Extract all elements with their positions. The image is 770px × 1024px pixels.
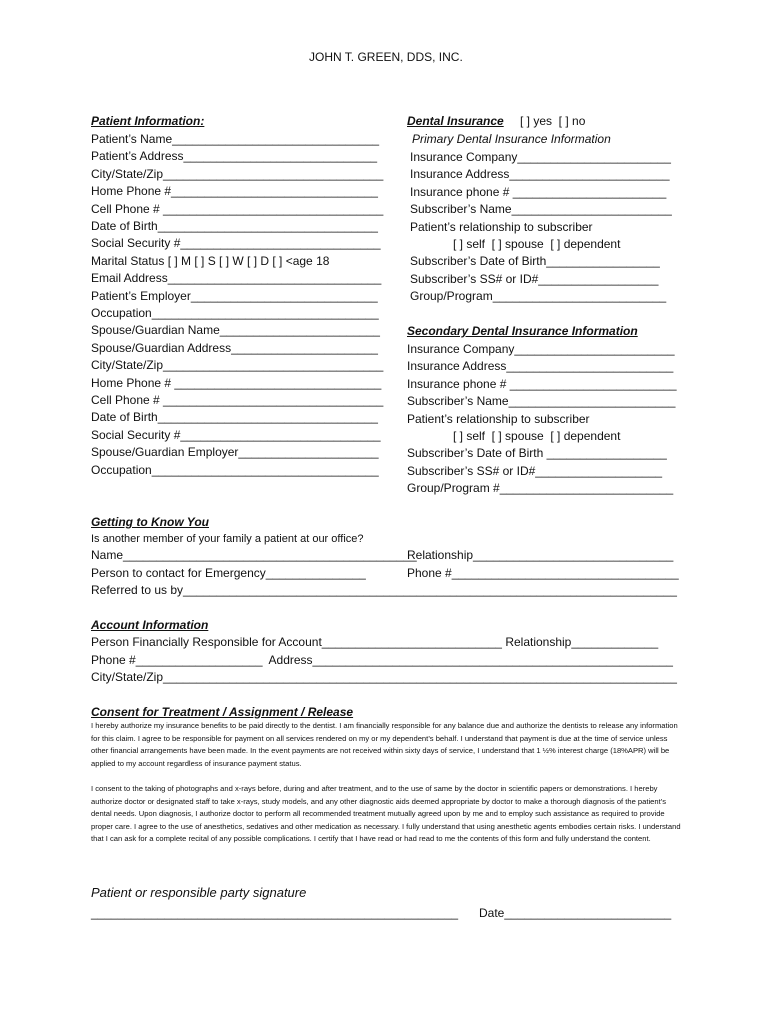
consent-paragraph-1: I hereby authorize my insurance benefits to be paid directly to the dentist. I am financially responsible for any balance due and authorize the dentists to release any information for this claim. I agree to be responsible for payment on all services rendered on my or my dependent’s behalf. I understand that payment is due at the time of service unless other financial arrangements have been made. In the event payments are not received within sixty days of service, I understand that 1 ½% interest charge (18%APR) will be applied to my account regardless of insurance payment status. <box>91 721 678 768</box>
secondary-insurance-field-5[interactable]: Patient’s relationship to subscriber <box>407 411 590 426</box>
page-header: JOHN T. GREEN, DDS, INC. <box>309 50 463 64</box>
secondary-insurance-field-7[interactable]: Subscriber’s Date of Birth __________________ <box>407 446 667 461</box>
signature-line[interactable]: _______________________________________________________ <box>91 906 459 920</box>
secondary-insurance-field-2[interactable]: Insurance Address_________________________ <box>407 359 674 374</box>
account-phone-address-field[interactable]: Phone #___________________ Address______________________________________________________ <box>91 653 673 667</box>
patient-field-18[interactable]: Social Security #______________________________ <box>91 427 381 442</box>
primary-insurance-field-3[interactable]: Insurance phone # _______________________ <box>410 184 667 199</box>
consent-heading: Consent for Treatment / Assignment / Release <box>91 705 354 719</box>
patient-field-13[interactable]: Spouse/Guardian Address______________________ <box>91 340 378 355</box>
patient-field-16[interactable]: Cell Phone # _________________________________ <box>91 393 384 407</box>
patient-field-11[interactable]: Occupation__________________________________ <box>91 306 379 320</box>
emergency-phone-field[interactable]: Phone #__________________________________ <box>407 566 679 580</box>
primary-insurance-field-4[interactable]: Subscriber’s Name________________________ <box>410 202 672 217</box>
patient-field-3[interactable]: City/State/Zip_________________________________ <box>91 166 384 181</box>
patient-field-12[interactable]: Spouse/Guardian Name________________________ <box>91 323 380 338</box>
secondary-insurance-field-9[interactable]: Group/Program #__________________________ <box>407 481 674 496</box>
primary-insurance-field-5[interactable]: Patient’s relationship to subscriber <box>410 219 593 234</box>
patient-info-heading: Patient Information: <box>91 114 205 128</box>
secondary-insurance-field-3[interactable]: Insurance phone # _________________________ <box>407 376 677 391</box>
patient-field-14[interactable]: City/State/Zip_________________________________ <box>91 358 384 373</box>
patient-field-20[interactable]: Occupation__________________________________ <box>91 462 379 477</box>
patient-field-8[interactable]: Marital Status [ ] M [ ] S [ ] W [ ] D [ ] <age 18 <box>91 253 330 268</box>
primary-insurance-heading: Primary Dental Insurance Information <box>412 132 611 146</box>
signature-label: Patient or responsible party signature <box>91 885 307 900</box>
family-patient-question: Is another member of your family a patient at our office? <box>91 533 364 545</box>
secondary-insurance-field-8[interactable]: Subscriber’s SS# or ID#___________________ <box>407 463 663 478</box>
secondary-insurance-field-1[interactable]: Insurance Company________________________ <box>407 342 675 356</box>
primary-insurance-field-7[interactable]: Subscriber’s Date of Birth_________________ <box>410 254 660 269</box>
signature-date-field[interactable]: Date_________________________ <box>479 906 672 920</box>
consent-paragraph-2: I consent to the taking of photographs and x-rays before, during and after treatment, and to the use of same by the doctor in scientific papers or demonstrations. I hereby authorize doctor or designated staff to take x-rays, study models, and any other diagnostic aids deemed appropriate by doctor to make a thorough diagnosis of the patient’s dental needs. Upon diagnosis, I authorize doctor to perform all recommended treatment mutually agreed upon by me and to employ such assistance as required to provide proper care. I agree to the use of anesthetics, sedatives and other medication as necessary. I fully understand that using anesthetic agents embodies certain risks. I understand that I can ask for a complete recital of any possible complications. I certify that I have read or had read to me the contents of this form and fully understand the content. <box>91 784 681 843</box>
patient-field-1[interactable]: Patient’s Name_______________________________ <box>91 132 380 146</box>
secondary-insurance-heading: Secondary Dental Insurance Information <box>407 324 638 338</box>
account-info-heading: Account Information <box>91 618 209 632</box>
primary-insurance-field-9[interactable]: Group/Program__________________________ <box>410 289 667 304</box>
patient-field-5[interactable]: Cell Phone # _________________________________ <box>91 201 384 216</box>
patient-field-9[interactable]: Email Address________________________________ <box>91 271 382 286</box>
dental-insurance-yesno[interactable]: [ ] yes [ ] no <box>520 114 586 128</box>
primary-insurance-field-8[interactable]: Subscriber’s SS# or ID#__________________ <box>410 271 659 286</box>
patient-field-7[interactable]: Social Security #______________________________ <box>91 236 381 251</box>
patient-field-4[interactable]: Home Phone #_______________________________ <box>91 184 378 199</box>
referred-by-field[interactable]: Referred to us by__________________________________________________________________________ <box>91 583 677 597</box>
dental-insurance-heading: Dental Insurance <box>407 114 504 128</box>
family-relationship-field[interactable]: Relationship______________________________ <box>407 548 674 562</box>
primary-insurance-field-6[interactable]: [ ] self [ ] spouse [ ] dependent <box>453 237 621 251</box>
patient-field-10[interactable]: Patient’s Employer____________________________ <box>91 288 378 303</box>
getting-to-know-heading: Getting to Know You <box>91 515 209 529</box>
financially-responsible-field[interactable]: Person Financially Responsible for Account___________________________ Relationship_____________ <box>91 635 659 649</box>
patient-field-2[interactable]: Patient’s Address_____________________________ <box>91 149 378 164</box>
secondary-insurance-field-6[interactable]: [ ] self [ ] spouse [ ] dependent <box>453 429 621 443</box>
patient-field-6[interactable]: Date of Birth_________________________________ <box>91 219 378 233</box>
family-name-field[interactable]: Name____________________________________________ <box>91 548 417 562</box>
patient-field-17[interactable]: Date of Birth_________________________________ <box>91 410 378 425</box>
primary-insurance-field-1[interactable]: Insurance Company_______________________ <box>410 150 671 164</box>
patient-field-19[interactable]: Spouse/Guardian Employer_____________________ <box>91 445 379 460</box>
patient-field-15[interactable]: Home Phone # _______________________________ <box>91 375 382 390</box>
account-city-field[interactable]: City/State/Zip_____________________________________________________________________________ <box>91 670 677 684</box>
primary-insurance-field-2[interactable]: Insurance Address________________________ <box>410 167 670 182</box>
emergency-contact-field[interactable]: Person to contact for Emergency_______________ <box>91 566 366 580</box>
secondary-insurance-field-4[interactable]: Subscriber’s Name_________________________ <box>407 394 676 409</box>
